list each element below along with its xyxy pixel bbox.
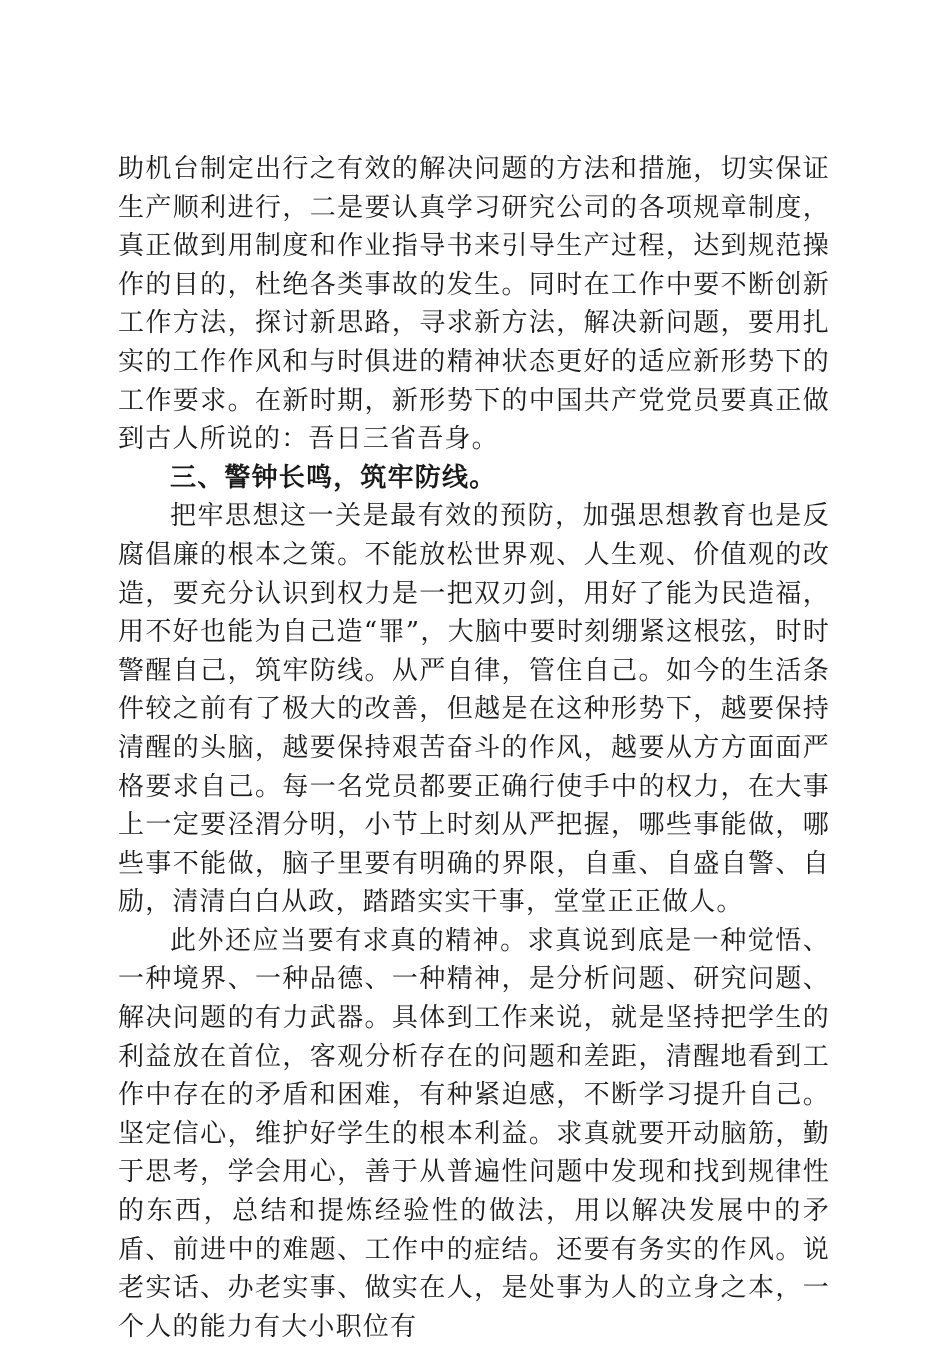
document-body bbox=[118, 150, 830, 1346]
paragraph-truth-seeking: 此外还应当要有求真的精神。求真说到底是一种觉悟、一种境界、一种品德、一种精神，是分析问题、研究问题、解决问题的有力武器。具体到工作来说，就是坚持把学生的利益放在首位，客观分析存在的问题和差距，清醒地看到工作中存在的矛盾和困难，有种紧迫感，不断学习提升自己。坚定信心，维护好学生的根本利益。求真就要开动脑筋，勤于思考，学会用心，善于从普遍性问题中发现和找到规律性的东西，总结和提炼经验性的做法，用以解决发展中的矛盾、前进中的难题、工作中的症结。还要有务实的作风。说老实话、办老实事、做实在人，是处事为人的立身之本，一个人的能力有大小职位有 bbox=[118, 925, 830, 1342]
paragraph-thought-control: 把牢思想这一关是最有效的预防，加强思想教育也是反腐倡廉的根本之策。不能放松世界观、人生观、价值观的改造，要充分认识到权力是一把双刃剑，用好了能为民造福，用不好也能为自己造“罪”，大脑中要时刻绷紧这根弦，时时警醒自己，筑牢防线。从严自律，管住自己。如今的生活条件较之前有了极大的改善，但越是在这种形势下，越要保持清醒的头脑，越要保持艰苦奋斗的作风，越要从方方面面严格要求自己。每一名党员都要正确行使手中的权力，在大事上一定要泾渭分明，小节上时刻从严把握，哪些事能做，哪些事不能做，脑子里要有明确的界限，自重、自盛自警、自励，清清白白从政，踏踏实实干事，堂堂正正做人。 bbox=[118, 501, 830, 918]
paragraph-continuation: 助机台制定出行之有效的解决问题的方法和措施，切实保证生产顺利进行，二是要认真学习研究公司的各项规章制度，真正做到用制度和作业指导书来引导生产过程，达到规范操作的目的，杜绝各类事故的发生。同时在工作中要不断创新工作方法，探讨新思路，寻求新方法，解决新问题，要用扎实的工作作风和与时俱进的精神状态更好的适应新形势下的工作要求。在新时期，新形势下的中国共产党党员要真正做到古人所说的：吾日三省吾身。 bbox=[118, 154, 830, 455]
section-heading-3: 三、警钟长鸣，筑牢防线。 bbox=[170, 462, 497, 493]
